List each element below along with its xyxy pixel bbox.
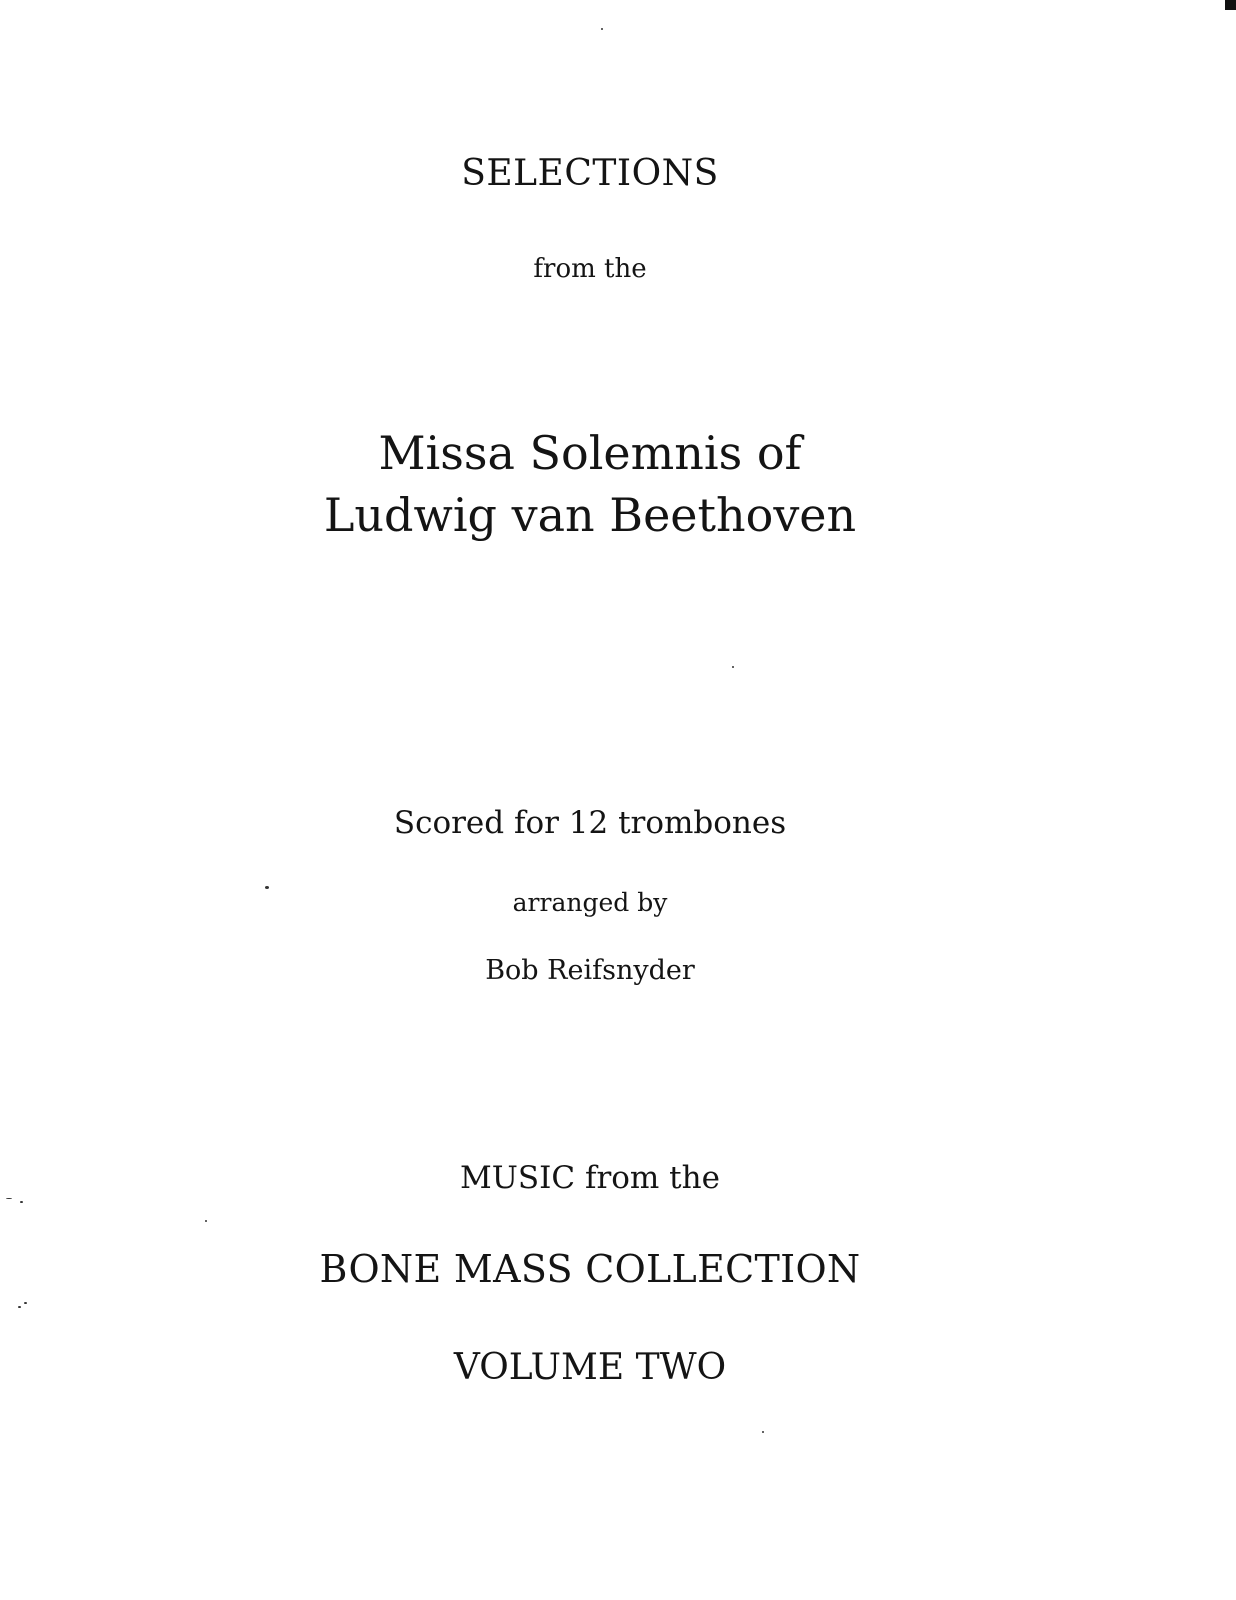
scan-corner-mark (1225, 0, 1236, 10)
arranged-by-text: arranged by (512, 888, 668, 917)
scan-speck (265, 886, 269, 889)
scoring-text: Scored for 12 trombones (393, 805, 787, 841)
selections-heading: SELECTIONS (461, 153, 719, 194)
volume-label: VOLUME TWO (453, 1347, 727, 1388)
scan-speck (18, 1306, 21, 1308)
from-the-text: from the (533, 254, 647, 284)
collection-title: BONE MASS COLLECTION (319, 1247, 861, 1291)
work-title-line-2: Ludwig van Beethoven (323, 488, 857, 542)
scan-speck (205, 1220, 207, 1222)
work-title-line-1: Missa Solemnis of (378, 426, 802, 480)
scan-speck (762, 1431, 764, 1433)
scan-speck (6, 1198, 12, 1199)
arranger-name: Bob Reifsnyder (485, 955, 695, 986)
scan-speck (601, 28, 603, 30)
scan-speck (20, 1201, 23, 1203)
music-from-text: MUSIC from the (460, 1160, 720, 1196)
scan-speck (24, 1302, 27, 1304)
scan-speck (732, 666, 734, 668)
